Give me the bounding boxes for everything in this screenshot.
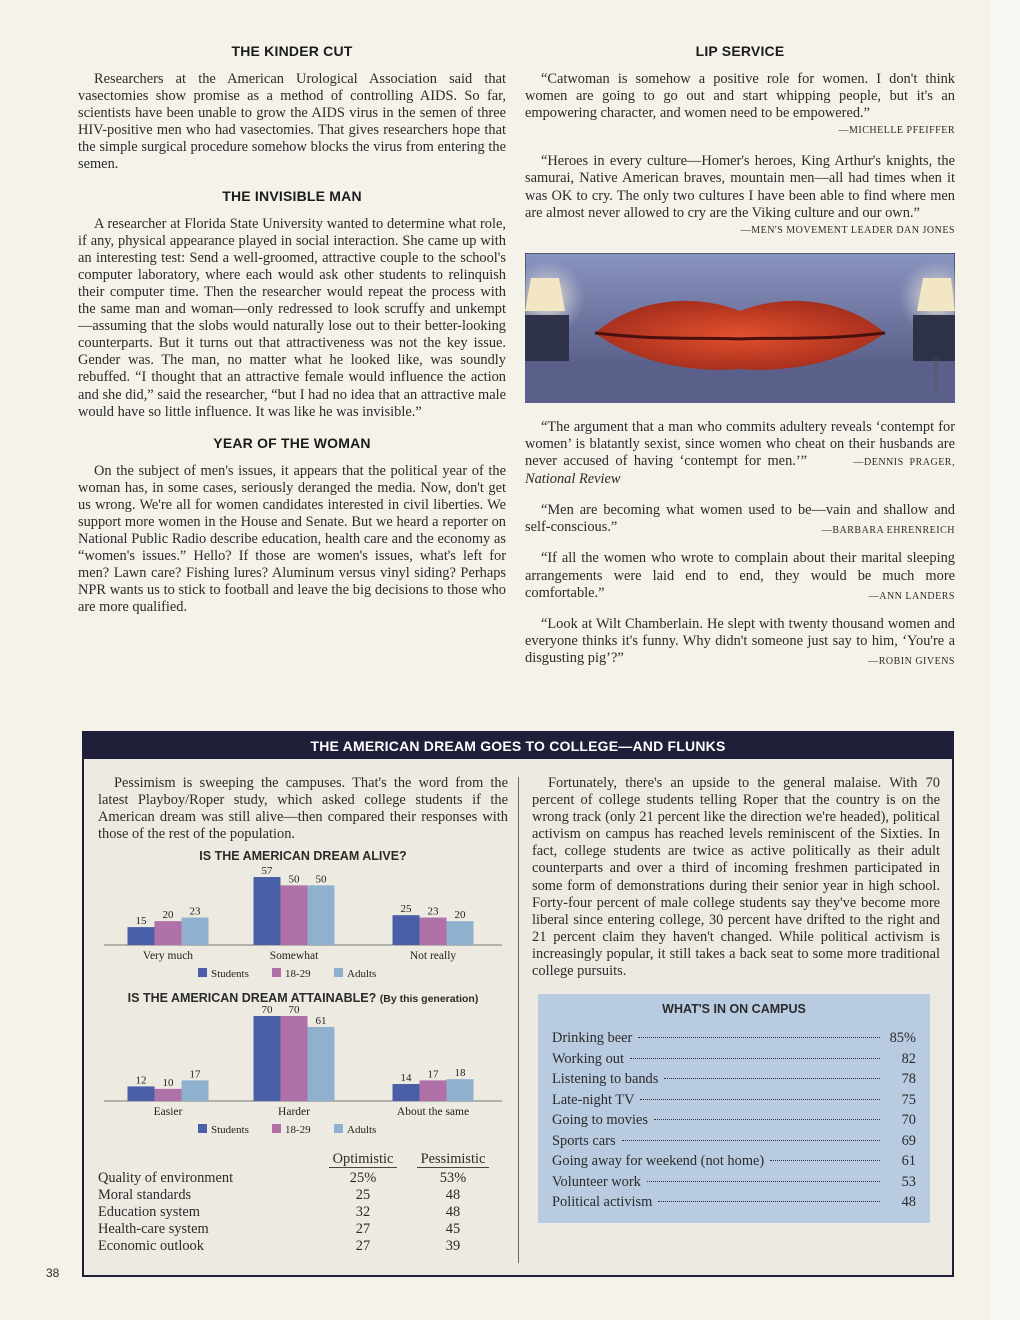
item-value: 85% <box>889 1030 916 1047</box>
sidebar-left-column <box>98 775 508 1255</box>
list-item <box>552 1090 916 1111</box>
data-label: 20 <box>162 909 174 922</box>
legend-swatch <box>272 968 281 977</box>
data-label: 61 <box>315 1015 327 1028</box>
table-row <box>98 1238 498 1255</box>
bar-adults-harder <box>308 1027 335 1101</box>
item-label: Drinking beer <box>552 1030 633 1047</box>
section-title-year-of-woman: YEAR OF THE WOMAN <box>213 434 371 451</box>
quote-ehrenreich <box>525 502 955 536</box>
quote-landers <box>525 550 955 601</box>
item-value: 69 <box>901 1132 916 1149</box>
data-label: 50 <box>315 873 327 886</box>
bar-students-about-the-same <box>393 1084 420 1101</box>
bar-adults-somewhat <box>308 886 335 946</box>
quote-attribution: —BARBARA EHRENREICH <box>821 525 955 537</box>
item-label: Going away for weekend (not home) <box>552 1153 765 1170</box>
data-label: 57 <box>261 865 273 878</box>
item-label: Listening to bands <box>552 1071 659 1088</box>
chart-dream-alive <box>98 863 508 989</box>
quote-attribution: —MICHELLE PFEIFFER <box>838 125 955 137</box>
legend-swatch <box>198 1124 207 1133</box>
bar-adults-about-the-same <box>447 1080 474 1102</box>
data-label: 23 <box>427 905 439 918</box>
data-label: 17 <box>189 1068 201 1081</box>
row-label: Quality of environment <box>98 1170 234 1187</box>
item-value: 82 <box>901 1050 916 1067</box>
bar-adults-not-really <box>447 922 474 946</box>
table-header-optimistic: Optimistic <box>318 1151 408 1170</box>
row-pessimistic: 53% <box>439 1170 467 1187</box>
quote-attribution: —MEN'S MOVEMENT LEADER DAN JONES <box>740 224 955 236</box>
right-column <box>525 40 955 681</box>
table-row <box>98 1221 498 1238</box>
sidebar-right-column <box>532 775 940 1223</box>
legend-swatch <box>272 1124 281 1133</box>
table-header-pessimistic: Pessimistic <box>408 1151 498 1170</box>
bar-18-29-harder <box>281 1016 308 1101</box>
row-optimistic: 25 <box>355 1187 371 1204</box>
table-header-blank <box>98 1151 318 1170</box>
list-item <box>552 1192 916 1213</box>
quote-text: “The argument that a man who commits adultery reveals ‘contempt for women’ is blatantly sexist, since women who cheat on their husbands are never accused of having ‘contempt for men.’” <box>525 418 955 470</box>
legend-label: 18-29 <box>285 968 311 981</box>
bar-adults-easier <box>182 1081 209 1102</box>
item-value: 61 <box>901 1153 916 1170</box>
category-label: Very much <box>142 950 194 963</box>
item-label: Volunteer work <box>552 1173 641 1190</box>
category-label: Harder <box>278 1106 310 1119</box>
left-column <box>78 40 506 631</box>
legend-label: 18-29 <box>285 1124 311 1137</box>
row-optimistic: 25% <box>349 1170 377 1187</box>
list-item <box>552 1049 916 1070</box>
row-optimistic: 27 <box>355 1221 371 1238</box>
data-label: 18 <box>454 1067 466 1080</box>
item-value: 48 <box>901 1194 916 1211</box>
table-header-row <box>98 1151 498 1170</box>
bar-adults-very-much <box>182 918 209 945</box>
campus-title: WHAT'S IN ON CAMPUS <box>662 1002 806 1017</box>
illustration-credit: DANIEL BASS <box>932 357 939 391</box>
quote-text: “Catwoman is somehow a positive role for women. I don't think women are going to go out and start whipping people, but it's an empowering character, and women need to be empowered.” <box>525 71 955 122</box>
data-label: 15 <box>135 915 147 928</box>
row-pessimistic: 39 <box>445 1238 461 1255</box>
bar-18-29-somewhat <box>281 886 308 946</box>
item-value: 70 <box>901 1112 916 1129</box>
quote-givens <box>525 616 955 667</box>
data-label: 70 <box>288 1005 300 1017</box>
column-divider <box>518 777 519 1263</box>
category-label: Easier <box>153 1106 183 1119</box>
leader-dots <box>658 1201 880 1202</box>
legend-swatch <box>334 968 343 977</box>
bar-students-not-really <box>393 916 420 946</box>
data-label: 23 <box>189 905 201 918</box>
chart1-title: IS THE AMERICAN DREAM ALIVE? <box>199 849 407 864</box>
item-label: Late-night TV <box>552 1091 635 1108</box>
legend-label: Students <box>211 1124 249 1137</box>
data-label: 50 <box>288 873 300 886</box>
table-row <box>98 1204 498 1221</box>
data-label: 20 <box>454 909 466 922</box>
data-label: 14 <box>400 1072 412 1085</box>
row-pessimistic: 48 <box>445 1204 461 1221</box>
data-label: 17 <box>427 1068 439 1081</box>
quote-source: National Review <box>525 471 621 488</box>
list-item <box>552 1110 916 1131</box>
table-row <box>98 1187 498 1204</box>
list-item <box>552 1172 916 1193</box>
row-pessimistic: 48 <box>445 1187 461 1204</box>
list-item <box>552 1151 916 1172</box>
section-text-invisible-man: A researcher at Florida State University wanted to determine what role, if any, physical appearance played in social interaction. She came up with an interesting test: Send a well-groomed, attractive couple to the school's computer laboratory, where each would ask other students to relinquish their computer time. Then the researcher would repeat the process with the same man and woman—only redressed to look scruffy and unkempt—assuming that the slobs would naturally lose out to their better-looking counterparts. But it turns out that attractiveness was not the key issue. Gender was. The man, no matter what he looked like, was soundly rebuffed. “I thought that an attractive female would influence the action and she did,” said the researcher, “but I had no idea that an attractive male would have so little influence. It was like he was invisible.” <box>78 215 506 420</box>
leader-dots <box>630 1058 880 1059</box>
sidebar-right-text: Fortunately, there's an upside to the general malaise. With 70 percent of college students telling Roper that the country is on the wrong track (only 21 percent like the direction we're headed), political activism on campus has reached levels reminiscent of the Sixties. In fact, college students are twice as active politically as their adult counterparts and over a third of incoming freshmen participated in some form of demonstrations during their senior year in high school. Forty-four percent of male college students say they've become more liberal since entering college, 30 percent have drifted to the right and 21 percent claim they haven't changed. While political activism is increasingly popular, it still takes a back seat to some more traditional college pursuits. <box>532 775 940 980</box>
lips-image <box>525 253 955 403</box>
quote-prager <box>525 419 955 488</box>
bar-students-somewhat <box>254 877 281 945</box>
category-label: Not really <box>409 950 457 963</box>
legend-label: Students <box>211 968 249 981</box>
section-text-kinder-cut: Researchers at the American Urological Association said that vasectomies show promise as a method of controlling AIDS. So far, scientists have been unable to grow the AIDS virus in the semen of three HIV-positive men who had vasectomies. That gives researchers hope that the simple surgical procedure somehow blocks the virus from entering the semen. <box>78 71 506 173</box>
row-label: Education system <box>98 1204 200 1221</box>
data-label: 10 <box>162 1077 174 1090</box>
legend-swatch <box>334 1124 343 1133</box>
item-value: 53 <box>901 1173 916 1190</box>
category-label: About the same <box>396 1106 470 1119</box>
legend-label: Adults <box>347 1124 377 1137</box>
quote-attribution: —ROBIN GIVENS <box>868 655 955 667</box>
item-label: Sports cars <box>552 1132 616 1149</box>
quote-attribution: —DENNIS PRAGER, <box>853 457 955 469</box>
leader-dots <box>664 1078 880 1079</box>
section-title-kinder-cut: THE KINDER CUT <box>231 43 353 59</box>
chart2-note: (By this generation) <box>379 993 479 1006</box>
list-item <box>552 1069 916 1090</box>
category-label: Somewhat <box>269 950 319 963</box>
row-label: Moral standards <box>98 1187 192 1204</box>
page-edge <box>990 0 1020 1320</box>
quote-attribution: —ANN LANDERS <box>868 590 955 602</box>
leader-dots <box>640 1099 880 1100</box>
quote-text: “Look at Wilt Chamberlain. He slept with twenty thousand women and everyone thinks it's funny. Why didn't someone just say to him, ‘You're a disgusting pig’?” <box>525 615 955 666</box>
bar-students-very-much <box>128 927 155 945</box>
section-title-invisible-man: THE INVISIBLE MAN <box>222 187 362 204</box>
quote-jones <box>525 153 955 238</box>
lips-illustration <box>525 253 955 403</box>
quote-text: “If all the women who wrote to complain about their marital sleeping arrangements were laid end to end, they would be much more comfortable.” <box>525 550 955 601</box>
item-label: Working out <box>552 1050 624 1067</box>
data-label: 12 <box>135 1074 147 1087</box>
list-item <box>552 1131 916 1152</box>
leader-dots <box>647 1181 880 1182</box>
item-label: Political activism <box>552 1194 653 1211</box>
page-number: 38 <box>46 1266 60 1280</box>
legend-swatch <box>198 968 207 977</box>
data-label: 70 <box>261 1005 273 1017</box>
bar-students-harder <box>254 1016 281 1101</box>
item-value: 78 <box>901 1071 916 1088</box>
quote-text: “Men are becoming what women used to be—vain and shallow and self-conscious.” <box>525 502 955 536</box>
whats-in-on-campus-box <box>538 994 930 1223</box>
survey-sidebar <box>82 731 954 1277</box>
row-pessimistic: 45 <box>445 1221 461 1238</box>
row-label: Health-care system <box>98 1221 209 1238</box>
item-value: 75 <box>901 1091 916 1108</box>
sidebar-banner: THE AMERICAN DREAM GOES TO COLLEGE—AND FLUNKS <box>84 733 952 759</box>
legend-label: Adults <box>347 968 377 981</box>
chart2-title: IS THE AMERICAN DREAM ATTAINABLE? <box>127 991 377 1006</box>
bar-18-29-easier <box>155 1089 182 1101</box>
quote-text: “Heroes in every culture—Homer's heroes, King Arthur's knights, the samurai, Native American braves, mountain men—all had times when it was OK to cry. The only two cultures I have been able to find where men are almost never allowed to cry are the Viking culture and our own.” <box>525 153 955 221</box>
row-label: Economic outlook <box>98 1238 204 1255</box>
table-row <box>98 1170 498 1187</box>
leader-dots <box>770 1160 880 1161</box>
bar-18-29-about-the-same <box>420 1081 447 1102</box>
section-title-lip-service: LIP SERVICE <box>695 43 785 59</box>
chart2-heading <box>98 991 508 1005</box>
attitudes-table <box>98 1151 498 1255</box>
data-label: 25 <box>400 903 412 916</box>
row-optimistic: 32 <box>355 1204 371 1221</box>
bar-18-29-very-much <box>155 922 182 946</box>
chart-dream-attainable <box>98 1005 508 1145</box>
leader-dots <box>654 1119 880 1120</box>
item-label: Going to movies <box>552 1112 648 1129</box>
row-optimistic: 27 <box>355 1238 371 1255</box>
leader-dots <box>622 1140 880 1141</box>
quote-pfeiffer <box>525 71 955 139</box>
bar-students-easier <box>128 1087 155 1102</box>
sidebar-intro: Pessimism is sweeping the campuses. That's the word from the latest Playboy/Roper study, which asked college students if the American dream was still alive—then compared their responses with those of the rest of the population. <box>98 775 508 843</box>
list-item <box>552 1028 916 1049</box>
section-text-year-of-woman: On the subject of men's issues, it appears that the political year of the woman has, in some cases, seriously deranged the media. Now, don't get us wrong. We're all for women candidates interested in civil liberties. We support more women in the House and Senate. But we heard a reporter on National Public Radio describe education, health care and the economy as “women's issues.” Hello? If those are women's issues, what's left for men? Lawn care? Fishing lures? Aluminum versus vinyl siding? Perhaps NPR wants us to stick to football and leave the big decisions to those who are more qualified. <box>78 462 506 616</box>
bar-18-29-not-really <box>420 918 447 945</box>
leader-dots <box>638 1037 880 1038</box>
